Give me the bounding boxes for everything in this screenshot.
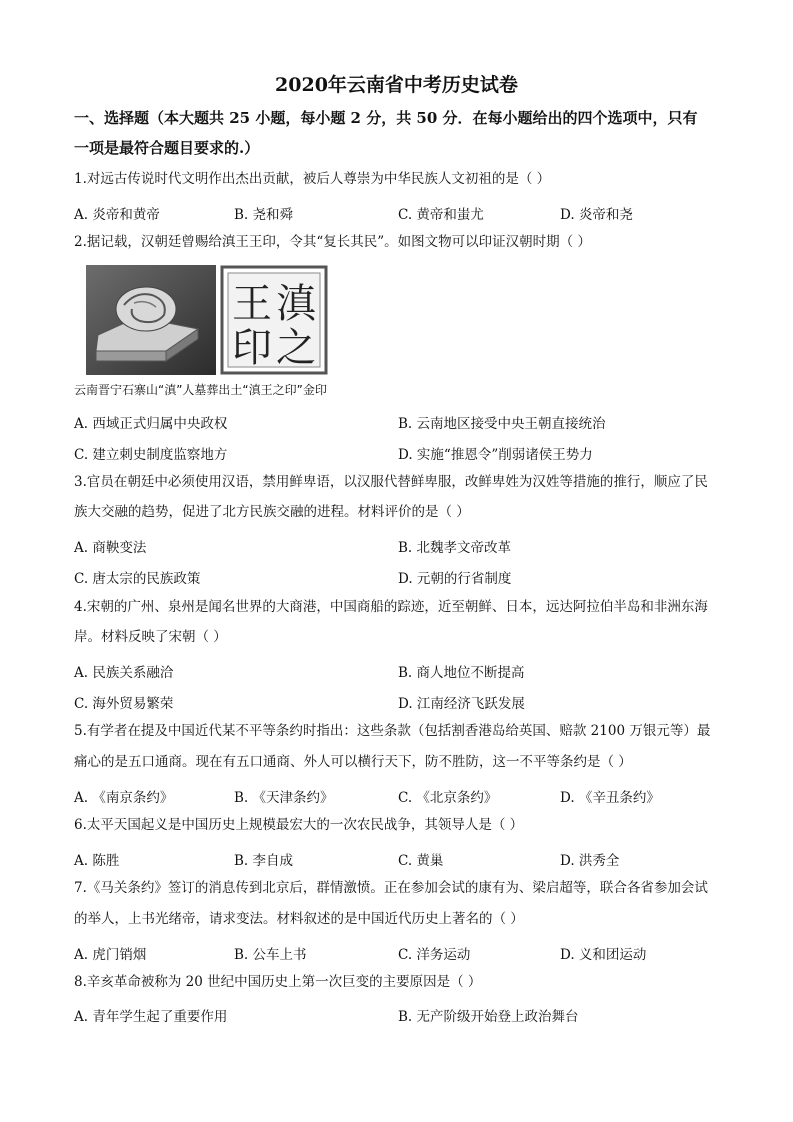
- question-5-stem-line-1: 5.有学者在提及中国近代某不平等条约时指出：这些条款（包括割香港岛给英国、赔款 2100 万银元等）最: [74, 723, 711, 739]
- question-5-option-c: C. 《北京条约》: [398, 790, 498, 806]
- question-6-option-a: A. 陈胜: [74, 853, 120, 869]
- seal-char-yin: 印: [232, 325, 272, 371]
- question-7-stem-line-2: 的举人，上书光绪帝，请求变法。材料叙述的是中国近代历史上著名的（ ）: [74, 911, 524, 927]
- question-7-stem-line-1: 7.《马关条约》签订的消息传到北京后，群情激愤。正在参加会试的康有为、梁启超等，联合各省参加会试: [74, 880, 708, 896]
- seal-char-dian: 滇: [276, 281, 316, 327]
- question-3-stem-line-1: 3.官员在朝廷中必须使用汉语，禁用鲜卑语，以汉服代替鲜卑服，改鲜卑姓为汉姓等措施的推行，顺应了民: [74, 474, 708, 490]
- page-title: 2020年云南省中考历史试卷: [275, 74, 518, 96]
- question-6-stem: 6.太平天国起义是中国历史上规模最宏大的一次农民战争，其领导人是（ ）: [74, 817, 524, 833]
- question-2-option-d: D. 实施“推恩令”削弱诸侯王势力: [398, 447, 593, 463]
- question-5-option-b: B. 《天津条约》: [234, 790, 334, 806]
- question-2-option-a: A. 西域正式归属中央政权: [74, 416, 228, 432]
- question-8-option-a: A. 青年学生起了重要作用: [74, 1009, 228, 1025]
- question-8-option-b: B. 无产阶级开始登上政治舞台: [398, 1009, 579, 1025]
- gold-seal-photo: [86, 265, 328, 375]
- seal-char-wang: 王: [232, 281, 272, 327]
- question-1-option-d: D. 炎帝和尧: [560, 207, 633, 223]
- question-7-option-c: C. 洋务运动: [398, 947, 471, 963]
- question-1-option-c: C. 黄帝和蚩尤: [398, 207, 484, 223]
- question-1-option-a: A. 炎帝和黄帝: [74, 207, 160, 223]
- question-3-option-c: C. 唐太宗的民族政策: [74, 571, 201, 587]
- question-3-option-d: D. 元朝的行省制度: [398, 571, 512, 587]
- question-3-stem-line-2: 族大交融的趋势，促进了北方民族交融的进程。材料评价的是（ ）: [74, 504, 470, 520]
- question-3-option-b: B. 北魏孝文帝改革: [398, 540, 512, 556]
- seal-base-side: [96, 351, 166, 361]
- question-4-option-d: D. 江南经济飞跃发展: [398, 696, 525, 712]
- question-6-option-c: C. 黄巢: [398, 853, 444, 869]
- question-1-option-b: B. 尧和舜: [234, 207, 294, 223]
- question-5-stem-line-2: 痛心的是五口通商。现在有五口通商、外人可以横行天下，防不胜防，这一不平等条约是（ ）: [74, 754, 632, 770]
- question-2-stem: 2.据记载，汉朝廷曾赐给滇王王印，令其“复长其民”。如图文物可以印证汉朝时期（ ）: [74, 234, 591, 250]
- question-4-option-c: C. 海外贸易繁荣: [74, 696, 174, 712]
- question-3-option-a: A. 商鞅变法: [74, 540, 147, 556]
- question-7-option-d: D. 义和团运动: [560, 947, 647, 963]
- question-7-option-a: A. 虎门销烟: [74, 947, 147, 963]
- question-8-stem: 8.辛亥革命被称为 20 世纪中国历史上第一次巨变的主要原因是（ ）: [74, 974, 482, 990]
- question-7-option-b: B. 公车上书: [234, 947, 307, 963]
- question-5-option-a: A. 《南京条约》: [74, 790, 174, 806]
- question-4-option-b: B. 商人地位不断提高: [398, 665, 525, 681]
- question-6-option-b: B. 李自成: [234, 853, 294, 869]
- question-4-stem-line-1: 4.宋朝的广州、泉州是闻名世界的大商港，中国商船的踪迹，近至朝鲜、日本，远达阿拉伯半岛和非洲东海: [74, 599, 708, 615]
- question-2-option-b: B. 云南地区接受中央王朝直接统治: [398, 416, 606, 432]
- photo-caption: 云南晋宁石寨山“滇”人墓葬出土“滇王之印”金印: [74, 383, 327, 397]
- question-6-option-d: D. 洪秀全: [560, 853, 620, 869]
- seal-char-zhi: 之: [276, 325, 316, 371]
- question-4-option-a: A. 民族关系融洽: [74, 665, 174, 681]
- question-1-stem: 1.对远古传说时代文明作出杰出贡献，被后人尊崇为中华民族人文初祖的是（ ）: [74, 171, 551, 187]
- section-heading-line-2: 一项是最符合题目要求的.）: [74, 139, 260, 157]
- question-2-option-c: C. 建立刺史制度监察地方: [74, 447, 228, 463]
- question-4-stem-line-2: 岸。材料反映了宋朝（ ）: [74, 629, 227, 645]
- question-5-option-d: D. 《辛丑条约》: [560, 790, 660, 806]
- section-heading-line-1: 一、选择题（本大题共 25 小题，每小题 2 分，共 50 分．在每小题给出的四个选项中，只有: [74, 109, 698, 127]
